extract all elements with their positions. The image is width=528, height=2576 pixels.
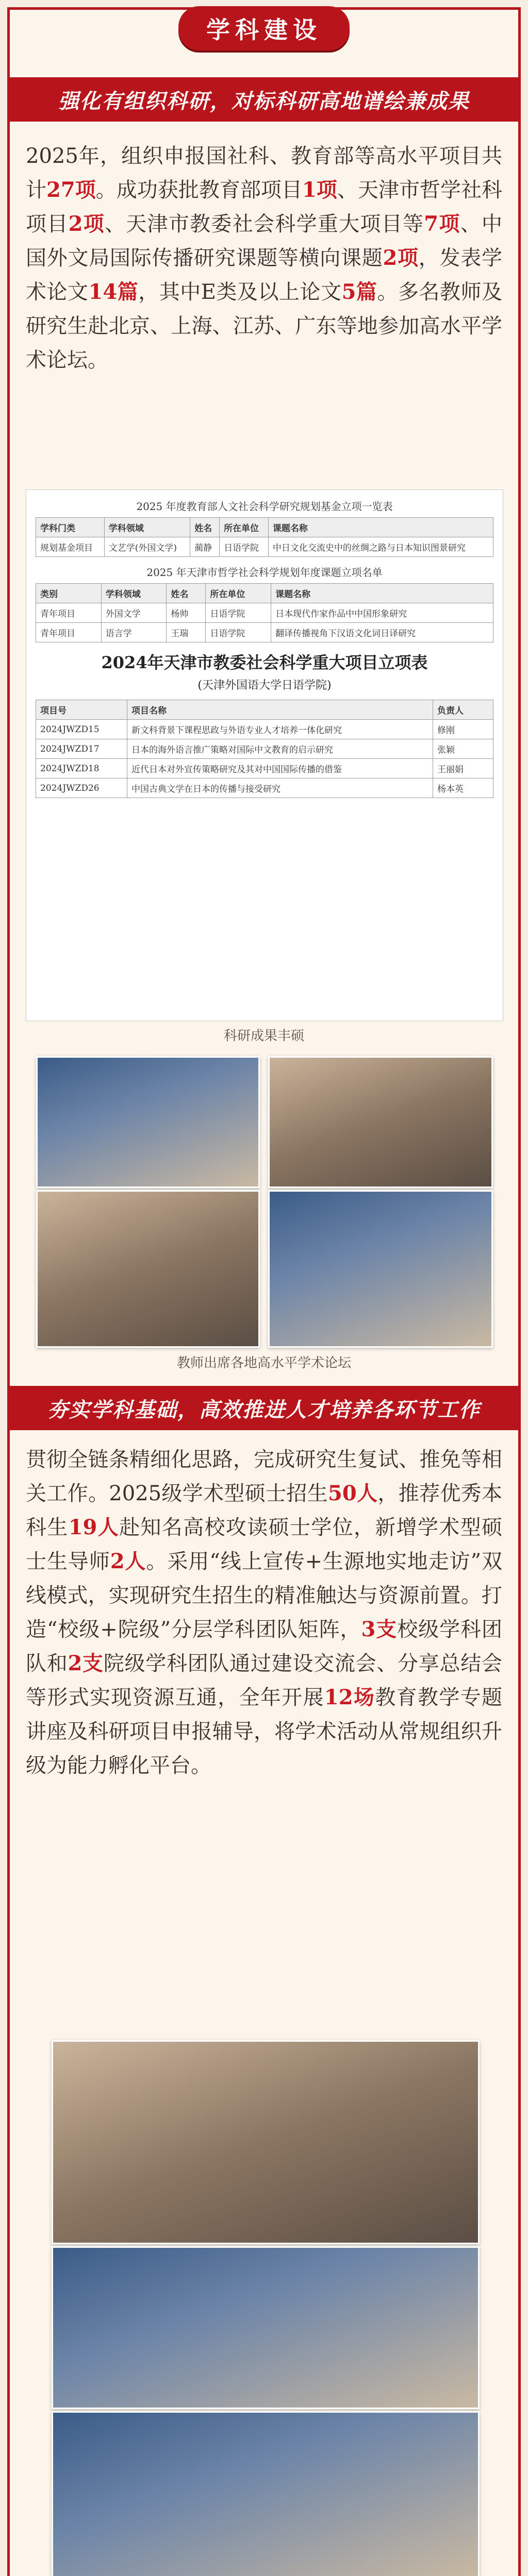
research-banner: 强化有组织科研，对标科研高地谱绘兼成果 xyxy=(7,77,521,122)
table-2: 类别 学科领域 姓名 所在单位 课题名称 青年项目 外国文学 杨帅 日语学院 日本现代作家作品中中国形象研究 青年项目 语言学 王瑞 日语学院 翻译传播视角下汉语文化词日译研究 xyxy=(36,583,493,642)
table-row: 2024JWZD17 日本的海外语言推广策略对国际中文教育的启示研究 张颖 xyxy=(36,739,493,759)
table-row: 青年项目 语言学 王瑞 日语学院 翻译传播视角下汉语文化词日译研究 xyxy=(36,623,493,642)
table-1-title: 2025 年度教育部人文社会科学研究规划基金立项一览表 xyxy=(136,500,393,513)
page-header xyxy=(0,0,528,57)
table-row: 青年项目 外国文学 杨帅 日语学院 日本现代作家作品中中国形象研究 xyxy=(36,603,493,623)
research-paragraph: 2025年，组织申报国社科、教育部等高水平项目共计27项。成功获批教育部项目1项、天津市哲学社科项目2项、天津市教委社会科学重大项目等7项、中国外文局国际传播研究课题等横向课题2项，发表学术论文14篇，其中E类及以上论文5篇。多名教师及研究生赴北京、上海、江苏、广东等地参加高水平学术论坛。 xyxy=(26,144,503,372)
forum-photo xyxy=(36,1056,260,1188)
talent-banner: 夯实学科基础，高效推进人才培养各环节工作 xyxy=(7,1386,521,1430)
table-3-title: 2024年天津市教委社会科学重大项目立项表 xyxy=(101,653,428,672)
team-photo xyxy=(52,2246,480,2409)
forum-photo xyxy=(268,1190,493,1348)
research-results-caption: 科研成果丰硕 xyxy=(223,1028,304,1044)
research-results-document xyxy=(26,489,503,1021)
team-photo xyxy=(52,2040,480,2244)
forum-photo xyxy=(268,1056,493,1188)
table-row: 2024JWZD15 新文科背景下课程思政与外语专业人才培养一体化研究 修刚 xyxy=(36,720,493,739)
page-title: 学科建设 xyxy=(178,6,350,50)
table-row: 2024JWZD26 中国古典文学在日本的传播与接受研究 杨本英 xyxy=(36,778,493,798)
table-row: 规划基金项目 文艺学(外国文学) 蔺静 日语学院 中日文化交流史中的丝绸之路与日本知识图景研究 xyxy=(36,537,493,557)
table-1: 学科门类 学科领域 姓名 所在单位 课题名称 规划基金项目 文艺学(外国文学) 蔺静 日语学院 中日文化交流史中的丝绸之路与日本知识图景研究 xyxy=(36,517,493,557)
forum-photo xyxy=(36,1190,260,1348)
talent-paragraph: 贯彻全链条精细化思路，完成研究生复试、推免等相关工作。2025级学术型硕士招生50人，推荐优秀本科生19人赴知名高校攻读硕士学位，新增学术型硕士生导师2人。采用“线上宣传+生源地实地走访”双线模式，实现研究生招生的精准触达与资源前置。打造“校级+院级”分层学科团队矩阵，3支校级学科团队和2支院级学科团队通过建设交流会、分享总结会等形式实现资源互通，全年开展12场教育教学专题讲座及科研项目申报辅导，将学术活动从常规组织升级为能力孵化平台。 xyxy=(26,1448,503,1777)
table-2-title: 2025 年天津市哲学社会科学规划年度课题立项名单 xyxy=(146,566,383,579)
table-row: 2024JWZD18 近代日本对外宣传策略研究及其对中国国际传播的借鉴 王丽娟 xyxy=(36,759,493,778)
table-3-subtitle: (天津外国语大学日语学院) xyxy=(197,679,332,692)
forum-photos-caption: 教师出席各地高水平学术论坛 xyxy=(176,1355,351,1371)
team-photo xyxy=(52,2411,480,2576)
table-3: 项目号 项目名称 负责人 2024JWZD15 新文科背景下课程思政与外语专业人才培养一体化研究 修刚 2024JWZD17 日本的海外语言推广策略对国际中文教育的启示研究 张颖 2024JWZD18 近代日本对外宣传策略研究及其对中国国际传播的借鉴 王丽娟 2024JWZD26 中国古典文学在日本的传播与接受研究 杨本英 xyxy=(36,700,493,798)
